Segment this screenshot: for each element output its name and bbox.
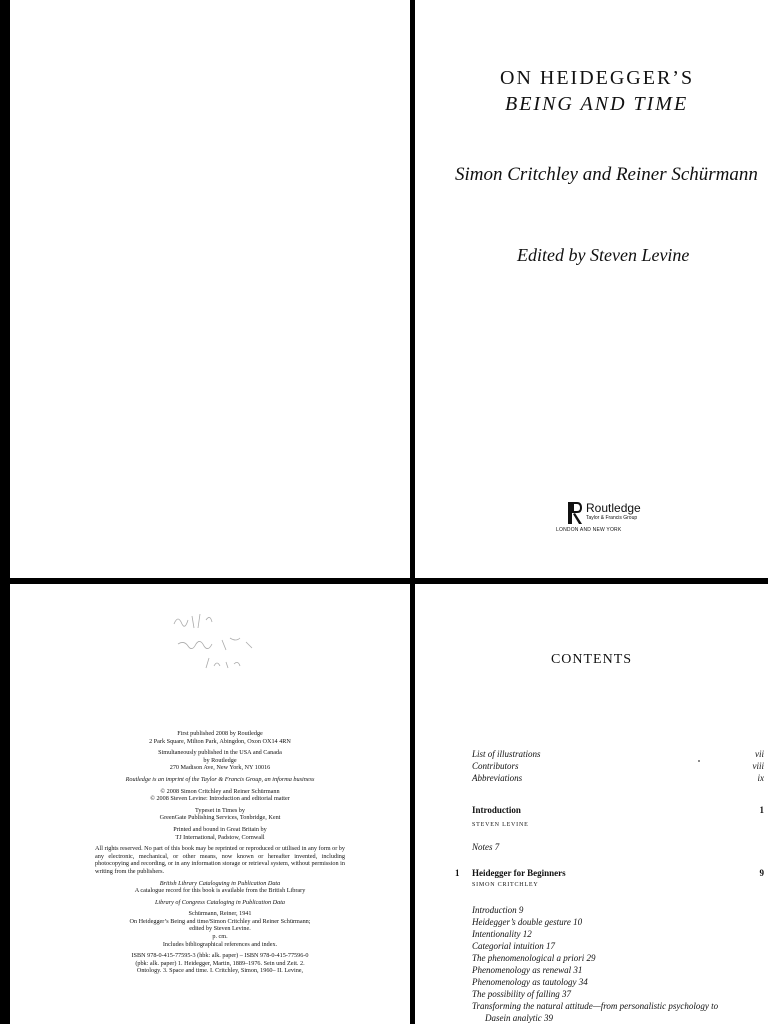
chapter1-section: The possibility of falling 37 bbox=[472, 989, 572, 999]
copyright-line: Includes bibliographical references and index. bbox=[162, 940, 278, 948]
handwritten-library-stamp bbox=[170, 606, 270, 676]
chapter1-section: Dasein analytic 39 bbox=[485, 1013, 553, 1023]
copyright-line: On Heidegger’s Being and time/Simon Critchley and Reiner Schürmann; bbox=[129, 917, 311, 925]
chapter1-section: Phenomenology as renewal 31 bbox=[472, 965, 583, 975]
copyright-line: Typeset in Times by bbox=[195, 806, 245, 814]
book-title-line1: ON HEIDEGGER’S bbox=[500, 67, 695, 89]
introduction-title: Introduction bbox=[472, 805, 521, 815]
toc-entry-title: Abbreviations bbox=[472, 773, 523, 783]
toc-entry-title: List of illustrations bbox=[472, 749, 541, 759]
rights-paragraph: All rights reserved. No part of this book may be reprinted or reproduced or utilised in any form or by any electronic, mechanical, or other means, now known or hereafter invented, including photocopying and recording, or in any information storage or retrieval system, without permission in writing from the publishers. bbox=[95, 845, 345, 875]
toc-entry-title: Contributors bbox=[472, 761, 519, 771]
copyright-line: (pbk: alk. paper) 1. Heidegger, Martin, 1889–1976. Sein und Zeit. 2. bbox=[135, 959, 305, 967]
copyright-line: Printed and bound in Great Britain by bbox=[173, 825, 267, 833]
copyright-line: © 2008 Steven Levine: Introduction and editorial matter bbox=[150, 795, 290, 803]
chapter1-title: Heidegger for Beginners bbox=[472, 868, 566, 878]
book-title-line2: BEING AND TIME bbox=[505, 93, 689, 115]
copyright-line: Ontology. 3. Space and time. I. Critchley, Simon, 1960– II. Levine, bbox=[136, 967, 304, 975]
chapter1-section: The phenomenological a priori 29 bbox=[472, 953, 596, 963]
copyright-line: © 2008 Simon Critchley and Reiner Schürmann bbox=[160, 787, 280, 795]
copyright-line: Simultaneously published in the USA and Canada bbox=[158, 749, 282, 757]
chapter1-section: Heidegger’s double gesture 10 bbox=[472, 917, 583, 927]
blank-page bbox=[10, 0, 410, 578]
copyright-line: GreenGate Publishing Services, Tonbridge, Kent bbox=[159, 814, 281, 822]
toc-entry-page: viii bbox=[752, 761, 764, 771]
publisher-group: Taylor & Francis Group bbox=[586, 515, 638, 521]
toc-entry-page: vii bbox=[755, 749, 764, 759]
contents-heading: CONTENTS bbox=[550, 652, 633, 667]
copyright-line: p. cm. bbox=[212, 933, 228, 941]
chapter1-section: Introduction 9 bbox=[472, 905, 524, 915]
copyright-line: Library of Congress Cataloging in Publication Data bbox=[154, 898, 286, 906]
introduction-author: STEVEN LEVINE bbox=[472, 822, 529, 828]
chapter1-number: 1 bbox=[455, 868, 460, 878]
chapter1-section: Transforming the natural attitude—from personalistic psychology to bbox=[472, 1001, 719, 1011]
copyright-line: Routledge is an imprint of the Taylor & Francis Group, an informa business bbox=[125, 775, 315, 783]
chapter1-section: Categorial intuition 17 bbox=[472, 941, 556, 951]
copyright-block bbox=[95, 730, 345, 979]
book-editor: Edited by Steven Levine bbox=[517, 245, 690, 265]
publisher-name: Routledge bbox=[586, 501, 641, 515]
copyright-line: A catalogue record for this book is available from the British Library bbox=[134, 887, 306, 895]
chapter1-section: Phenomenology as tautology 34 bbox=[472, 977, 588, 987]
copyright-line: edited by Steven Levine. bbox=[189, 925, 251, 933]
introduction-notes: Notes 7 bbox=[472, 842, 500, 852]
chapter1-author: SIMON CRITCHLEY bbox=[472, 882, 539, 888]
scan-speck bbox=[698, 760, 700, 762]
copyright-line: First published 2008 by Routledge bbox=[177, 730, 263, 737]
chapter1-page: 9 bbox=[759, 868, 764, 878]
chapter1-section: Intentionality 12 bbox=[472, 929, 532, 939]
routledge-logo-icon bbox=[568, 500, 582, 526]
book-authors: Simon Critchley and Reiner Schürmann bbox=[455, 164, 758, 185]
copyright-line: Schürmann, Reiner, 1941 bbox=[188, 910, 252, 918]
copyright-line: ISBN 978-0-415-77595-3 (hbk: alk. paper) – ISBN 978-0-415-77596-0 bbox=[131, 952, 309, 960]
introduction-page: 1 bbox=[759, 805, 764, 815]
copyright-page bbox=[10, 584, 410, 1024]
copyright-line: by Routledge bbox=[203, 756, 237, 764]
copyright-line: British Library Cataloguing in Publication Data bbox=[159, 879, 281, 887]
copyright-line: 270 Madison Ave, New York, NY 10016 bbox=[169, 764, 271, 772]
copyright-line: 2 Park Square, Milton Park, Abingdon, Oxon OX14 4RN bbox=[149, 737, 291, 745]
contents-page bbox=[415, 584, 768, 1024]
title-page bbox=[415, 0, 768, 578]
copyright-line: TJ International, Padstow, Cornwall bbox=[175, 833, 265, 841]
toc-entry-page: ix bbox=[757, 773, 764, 783]
publisher-city: LONDON AND NEW YORK bbox=[556, 527, 622, 533]
